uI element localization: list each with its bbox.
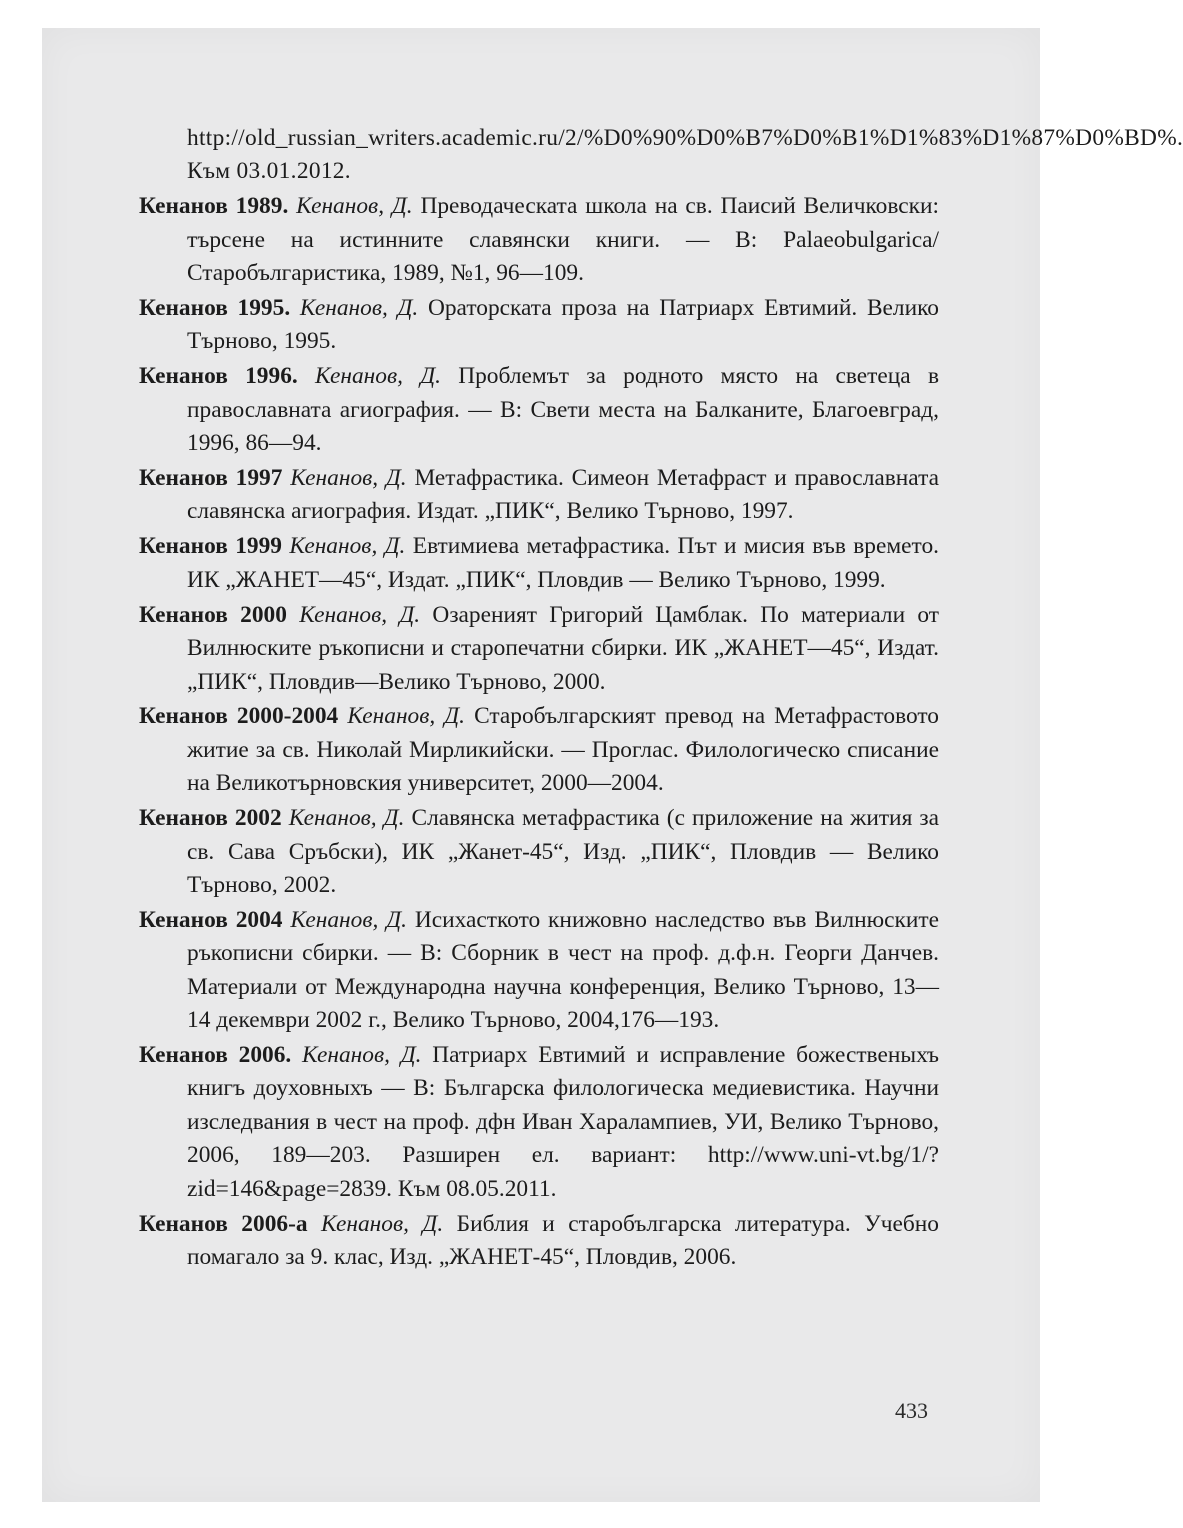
bibliography-entry xyxy=(139,1039,939,1206)
entry-text: http://old_russian_writers.academic.ru/2/%D0%90%D0%B7%D0%B1%D1%83%D1%87%D0%BD%. Към 03.01.2012. xyxy=(187,125,1183,185)
entry-author: Кенанов, Д. xyxy=(290,465,407,492)
entry-text: Проблемът за родното място на светеца в православната агиография. — В: Свети места на Балканите, Благоевград, 1996, 86—94. xyxy=(187,363,939,457)
entry-author: Кенанов, Д. xyxy=(302,1041,422,1068)
bibliography-entry xyxy=(139,599,939,699)
bibliography-entry xyxy=(139,530,939,597)
entry-text: Славянска метафрастика (с приложение на жития за св. Сава Сръбски), ИК „Жанет-45“, Изд. „ПИК“, Пловдив — Велико Търново, 2002. xyxy=(187,805,939,898)
page-number: 433 xyxy=(895,1398,928,1423)
entry-key: Кенанов 1997 xyxy=(139,465,283,492)
entry-text: Евтимиева метафрастика. Път и мисия във времето. ИК „ЖАНЕТ—45“, Издат. „ПИК“, Пловдив — Велико Търново, 1999. xyxy=(187,533,939,593)
entry-key: Кенанов 1995. xyxy=(139,295,291,322)
entry-author: Кенанов, Д. xyxy=(347,703,466,730)
entry-text: Патриарх Евтимий и исправление божественыхъ книгъ доуховныхъ — В: Българска филологическа медиевистика. Научни изследвания в чест на проф. дфн Иван Харалампиев, УИ, Велико Търново, 2006, 189—203. Разширен ел. вариант: http://www.uni-vt.bg/1/?zid=146&page=2839. Към 08.05.2011. xyxy=(187,1041,939,1202)
entry-author: Кенанов, Д. xyxy=(290,906,407,933)
entry-key: Кенанов 2002 xyxy=(139,805,282,832)
bibliography-entry xyxy=(139,190,939,290)
entry-key: Кенанов 2006. xyxy=(139,1041,292,1068)
entry-author: Кенанов, Д. xyxy=(315,363,441,390)
entry-key: Кенанов 2006-а xyxy=(139,1210,308,1237)
entry-key: Кенанов 1989. xyxy=(139,193,289,220)
entry-text: Библия и старобългарска литература. Учебно помагало за 9. клас, Изд. „ЖАНЕТ-45“, Пловдив, 2006. xyxy=(187,1210,940,1270)
bibliography-list xyxy=(139,122,1183,1276)
entry-text: Ораторската проза на Патриарх Евтимий. Велико Търново, 1995. xyxy=(187,295,939,355)
entry-key: Кенанов 1999 xyxy=(139,533,282,560)
bibliography-entry xyxy=(139,700,939,800)
bibliography-entry xyxy=(139,802,939,902)
bibliography-entry xyxy=(139,904,939,1038)
entry-text: Преводаческата школа на св. Паисий Величковски: търсене на истинните славянски книги. — В: Palaeobulgarica/Старобългаристика, 1989, №1, 96—109. xyxy=(187,193,940,287)
bibliography-entry xyxy=(139,1208,939,1275)
entry-text: Метафрастика. Симеон Метафраст и православната славянска агиография. Издат. „ПИК“, Велико Търново, 1997. xyxy=(187,465,939,525)
entry-author: Кенанов, Д. xyxy=(288,805,405,832)
entry-key: Кенанов 1996. xyxy=(139,363,298,390)
bibliography-entry xyxy=(139,462,939,529)
entry-key: Кенанов 2000 xyxy=(139,601,287,628)
entry-author: Кенанов, Д. xyxy=(296,193,413,220)
entry-author: Кенанов, Д. xyxy=(299,295,419,322)
entry-text: Старобългарският превод на Метафрастовото житие за св. Николай Мирликийски. — Проглас. Филологическо списание на Великотърновския университет, 2000—2004. xyxy=(187,703,939,797)
entry-key: Кенанов 2004 xyxy=(139,906,283,933)
bibliography-entry xyxy=(139,292,939,359)
bibliography-entry-continuation xyxy=(139,122,1183,189)
entry-author: Кенанов, Д. xyxy=(299,601,421,628)
entry-text: Озареният Григорий Цамблак. По материали от Вилнюските ръкописни и старопечатни сбирки. ИК „ЖАНЕТ—45“, Издат. „ПИК“, Пловдив—Велико Търново, 2000. xyxy=(187,601,939,695)
entry-key: Кенанов 2000-2004 xyxy=(139,703,339,730)
entry-author: Кенанов, Д. xyxy=(321,1210,444,1237)
entry-author: Кенанов, Д. xyxy=(289,533,406,560)
bibliography-entry xyxy=(139,360,939,460)
entry-text: Исихасткото книжовно наследство във Вилнюските ръкописни сбирки. — В: Сборник в чест на проф. д.ф.н. Георги Данчев. Материали от Международна научна конференция, Велико Търново, 13—14 декември 2002 г., Велико Търново, 2004,176—193. xyxy=(187,906,939,1034)
